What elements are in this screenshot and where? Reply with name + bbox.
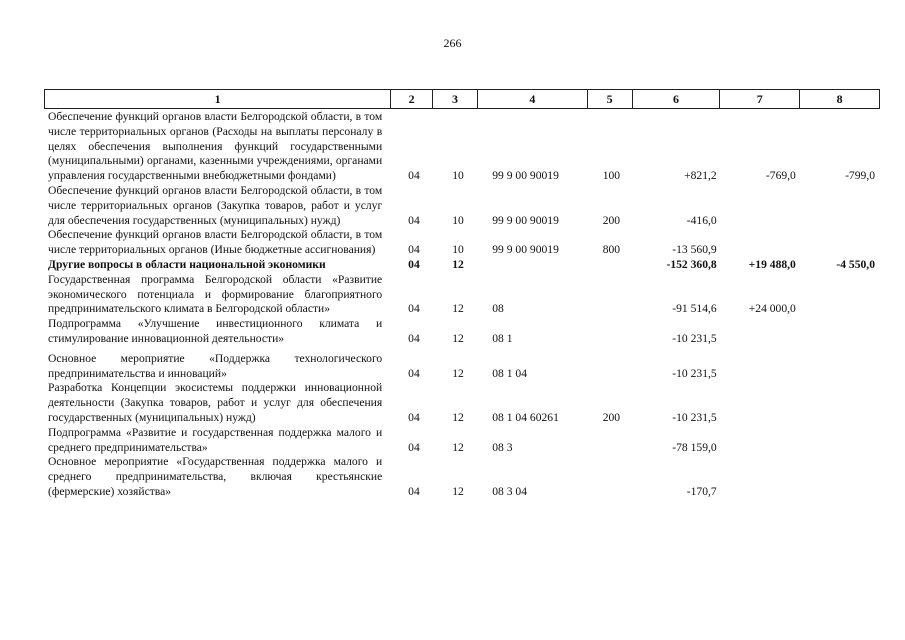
header-col-4: 4 [478,90,588,108]
row-subsection: 10 [452,243,464,257]
row-amount-year2: -769,0 [765,169,796,183]
row-amount-year1: +821,2 [684,169,717,183]
table-row [48,426,878,456]
row-target-article: 99 9 00 90019 [492,243,559,257]
row-section: 04 [408,213,420,227]
row-section: 04 [408,440,420,454]
row-amount-year1: -152 360,8 [666,257,717,271]
row-target-article: 08 1 04 [492,366,528,380]
row-amount-year1: -78 159,0 [672,440,717,454]
row-amount-year1: -416,0 [686,213,717,227]
row-amount-year3: -799,0 [845,169,876,183]
row-description: Обеспечение функций органов власти Белгородской области, в том числе территориальных органов (Иные бюджетные ассигнования) [48,228,383,257]
row-target-article: 08 [492,302,504,316]
header-col-8: 8 [836,91,843,106]
row-section: 04 [408,484,420,498]
header-col-6: 6 [633,90,721,108]
row-subsection: 12 [452,440,464,454]
row-expense-type: 100 [602,169,621,183]
row-section: 04 [408,331,420,345]
row-subsection: 12 [452,257,464,271]
row-expense-type: 200 [602,213,621,227]
row-section: 04 [408,257,420,271]
row-expense-type: 200 [602,410,621,424]
row-description: Обеспечение функций органов власти Белгородской области, в том числе территориальных органов (Закупка товаров, работ и услуг для обеспечения государственных (муниципальных) нужд) [48,183,383,227]
row-subsection: 12 [452,410,464,424]
row-subsection: 12 [452,331,464,345]
row-description: Другие вопросы в области национальной экономики [48,257,326,271]
table-row [48,228,878,258]
row-section: 04 [408,169,420,183]
page-number: 266 [443,36,462,50]
header-col-1: 1 [45,90,391,108]
row-target-article: 99 9 00 90019 [492,213,559,227]
table-row [48,273,878,317]
row-amount-year2: +24 000,0 [748,302,796,316]
table-row [48,110,878,184]
row-amount-year1: -170,7 [686,484,717,498]
row-subsection: 10 [452,169,464,183]
header-col-5: 5 [588,90,633,108]
row-description: Разработка Концепции экосистемы поддержки инновационной деятельности (Закупка товаров, работ и услуг для обеспечения государственных (муниципальных) нужд) [48,381,383,424]
row-description: Основное мероприятие «Государственная поддержка малого и среднего предпринимательства, включая крестьянские (фермерские) хозяйства» [48,455,383,498]
table-row [48,184,878,228]
row-expense-type: 800 [602,243,621,257]
row-description: Обеспечение функций органов власти Белгородской области, в том числе территориальных органов (Расходы на выплаты персоналу в целях обеспечения выполнения функций государственными (муниципальными) органами, казенными учреждениями, органами управления государственными внебюджетными фондами) [48,110,383,183]
row-description: Подпрограмма «Развитие и государственная поддержка малого и среднего предпринимательства» [48,425,383,454]
row-target-article: 08 3 04 [492,484,528,498]
row-description: Основное мероприятие «Поддержка технологического предпринимательства и инноваций» [48,351,383,380]
row-amount-year1: -13 560,9 [672,243,717,257]
row-target-article: 08 1 04 60261 [492,410,559,424]
row-subsection: 10 [452,213,464,227]
row-subsection: 12 [452,484,464,498]
row-target-article: 08 1 [492,331,513,345]
row-section: 04 [408,410,420,424]
row-description: Государственная программа Белгородской области «Развитие экономического потенциала и формирование благоприятного предпринимательского климата в Белгородской области» [48,272,383,316]
table-row [48,381,878,425]
table-row [48,317,878,347]
table-row [48,455,878,499]
table-row [48,352,878,382]
header-col-7: 7 [720,90,800,108]
row-subsection: 12 [452,366,464,380]
row-target-article: 99 9 00 90019 [492,169,559,183]
row-amount-year1: -10 231,5 [672,410,717,424]
row-amount-year3: -4 550,0 [836,257,876,271]
row-amount-year1: -10 231,5 [672,331,717,345]
table-header [44,89,880,109]
row-section: 04 [408,302,420,316]
row-section: 04 [408,243,420,257]
table-body [48,110,878,500]
row-amount-year1: -10 231,5 [672,366,717,380]
row-target-article: 08 3 [492,440,513,454]
row-amount-year1: -91 514,6 [672,302,717,316]
row-section: 04 [408,366,420,380]
header-col-3: 3 [433,90,478,108]
row-amount-year2: +19 488,0 [748,257,796,271]
row-description: Подпрограмма «Улучшение инвестиционного климата и стимулирование инновационной деятельности» [48,317,383,345]
table-row [48,258,878,273]
row-subsection: 12 [452,302,464,316]
header-col-2: 2 [391,90,433,108]
